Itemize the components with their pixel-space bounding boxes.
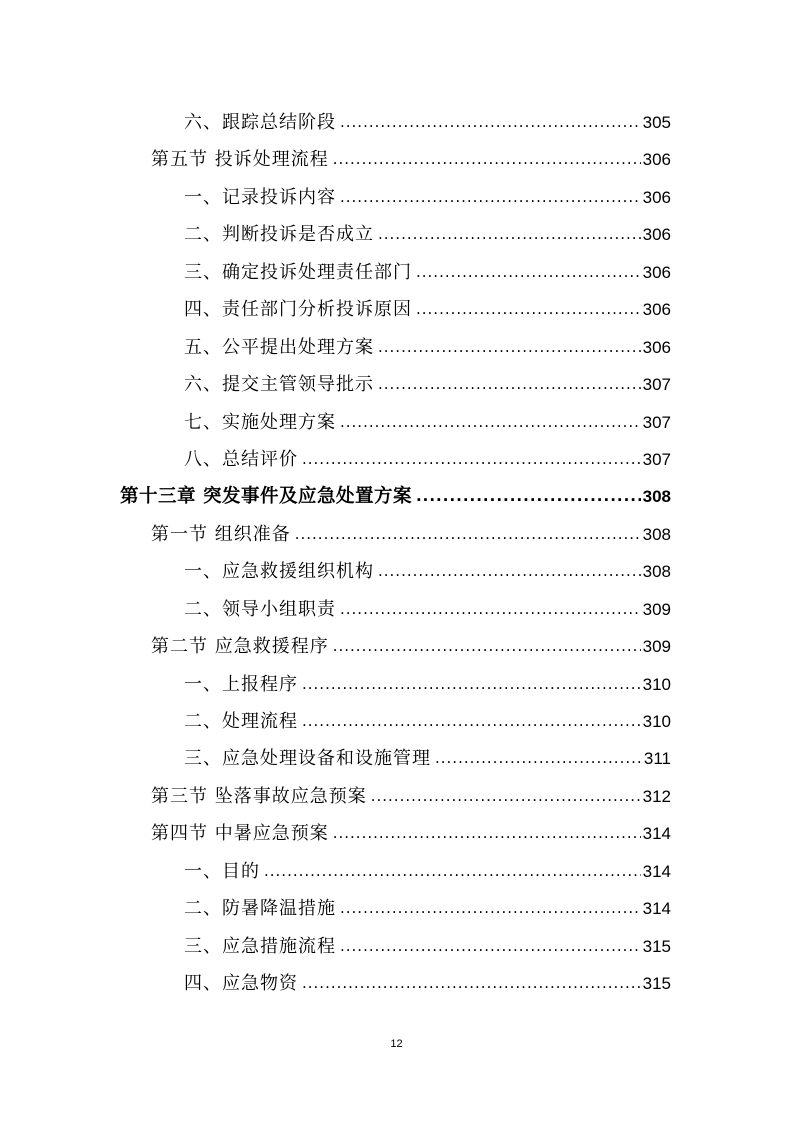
toc-dot-leader	[340, 104, 641, 141]
toc-entry-title: 三、应急措施流程	[184, 935, 336, 957]
toc-subsection-entry[interactable]	[0, 928, 671, 965]
toc-dot-leader	[340, 179, 641, 216]
toc-entry-page-number: 306	[642, 150, 671, 170]
toc-entry-title: 五、公平提出处理方案	[184, 336, 374, 358]
toc-entry-title: 第一节 组织准备	[151, 523, 291, 545]
toc-dot-leader	[340, 928, 641, 965]
toc-dot-leader	[340, 404, 641, 441]
toc-dot-leader	[302, 703, 641, 740]
toc-entry-title: 六、提交主管领导批示	[184, 374, 374, 396]
toc-entry-page-number: 308	[642, 487, 671, 507]
toc-dot-leader	[435, 740, 642, 777]
toc-section-entry[interactable]	[0, 516, 671, 553]
page-number: 12	[390, 1038, 403, 1050]
toc-dot-leader	[295, 516, 641, 553]
toc-entry-page-number: 306	[642, 225, 671, 245]
toc-entry-page-number: 306	[642, 262, 671, 282]
toc-subsection-entry[interactable]	[0, 366, 671, 403]
toc-subsection-entry[interactable]	[0, 553, 671, 590]
toc-entry-page-number: 314	[642, 861, 671, 881]
toc-subsection-entry[interactable]	[0, 740, 671, 777]
toc-entry-page-number: 309	[642, 599, 671, 619]
toc-entry-page-number: 308	[642, 524, 671, 544]
toc-entry-title: 六、跟踪总结阶段	[184, 112, 336, 133]
toc-entry-title: 一、应急救援组织机构	[184, 561, 374, 583]
toc-dot-leader	[340, 890, 641, 927]
toc-entry-title: 第三节 坠落事故应急预案	[151, 785, 367, 807]
toc-dot-leader	[378, 329, 641, 366]
toc-dot-leader	[416, 478, 641, 515]
table-of-contents	[0, 104, 793, 1003]
toc-dot-leader	[340, 591, 641, 628]
toc-subsection-entry[interactable]	[0, 404, 671, 441]
toc-subsection-entry[interactable]	[0, 666, 671, 703]
toc-entry-page-number: 312	[642, 786, 671, 806]
toc-entry-page-number: 307	[642, 449, 671, 469]
toc-entry-page-number: 305	[642, 113, 671, 132]
toc-subsection-entry[interactable]	[0, 216, 671, 253]
toc-entry-page-number: 310	[642, 712, 671, 731]
toc-entry-page-number: 306	[642, 337, 671, 357]
toc-dot-leader	[333, 141, 641, 178]
toc-dot-leader	[333, 628, 641, 665]
toc-entry-page-number: 306	[642, 187, 671, 207]
toc-entry-title: 二、防暑降温措施	[184, 898, 336, 920]
toc-subsection-entry[interactable]	[0, 591, 671, 628]
toc-dot-leader	[416, 254, 641, 291]
toc-entry-title: 二、领导小组职责	[184, 598, 336, 620]
toc-subsection-entry[interactable]	[0, 853, 671, 890]
toc-entry-title: 第十三章 突发事件及应急处置方案	[120, 486, 412, 508]
toc-dot-leader	[378, 366, 641, 403]
toc-subsection-entry[interactable]	[0, 104, 671, 141]
toc-dot-leader	[333, 815, 641, 852]
toc-entry-title: 第二节 应急救援程序	[151, 636, 329, 658]
toc-entry-title: 七、实施处理方案	[184, 411, 336, 433]
toc-dot-leader	[371, 778, 641, 815]
toc-subsection-entry[interactable]	[0, 179, 671, 216]
toc-section-entry[interactable]	[0, 778, 671, 815]
toc-entry-title: 三、应急处理设备和设施管理	[184, 748, 431, 770]
toc-entry-title: 一、上报程序	[184, 673, 298, 695]
toc-entry-page-number: 314	[642, 824, 671, 844]
toc-entry-title: 二、处理流程	[184, 711, 298, 732]
toc-dot-leader	[302, 441, 641, 478]
toc-entry-title: 第五节 投诉处理流程	[151, 149, 329, 171]
toc-subsection-entry[interactable]	[0, 890, 671, 927]
toc-entry-title: 三、确定投诉处理责任部门	[184, 261, 412, 283]
toc-entry-title: 第四节 中暑应急预案	[151, 823, 329, 845]
toc-entry-title: 二、判断投诉是否成立	[184, 224, 374, 246]
toc-entry-title: 八、总结评价	[184, 448, 298, 470]
toc-subsection-entry[interactable]	[0, 965, 671, 1002]
toc-entry-page-number: 307	[642, 375, 671, 395]
toc-section-entry[interactable]	[0, 628, 671, 665]
toc-entry-page-number: 315	[642, 936, 671, 956]
toc-entry-page-number: 314	[642, 899, 671, 919]
toc-entry-page-number: 311	[643, 749, 671, 769]
toc-entry-page-number: 309	[642, 637, 671, 657]
toc-subsection-entry[interactable]	[0, 703, 671, 740]
toc-section-entry[interactable]	[0, 815, 671, 852]
toc-entry-page-number: 315	[642, 974, 671, 994]
toc-dot-leader	[302, 666, 641, 703]
toc-entry-page-number: 308	[642, 562, 671, 582]
toc-subsection-entry[interactable]	[0, 329, 671, 366]
toc-entry-title: 一、目的	[184, 860, 260, 882]
toc-entry-page-number: 310	[642, 674, 671, 694]
toc-dot-leader	[378, 216, 641, 253]
toc-entry-page-number: 306	[642, 300, 671, 320]
toc-entry-title: 四、责任部门分析投诉原因	[184, 299, 412, 321]
toc-entry-title: 一、记录投诉内容	[184, 186, 336, 208]
toc-dot-leader	[416, 291, 641, 328]
toc-subsection-entry[interactable]	[0, 441, 671, 478]
toc-dot-leader	[378, 553, 641, 590]
toc-dot-leader	[302, 965, 641, 1002]
toc-subsection-entry[interactable]	[0, 291, 671, 328]
toc-section-entry[interactable]	[0, 141, 671, 178]
toc-dot-leader	[264, 853, 641, 890]
toc-chapter-entry[interactable]	[0, 478, 671, 515]
toc-entry-page-number: 307	[642, 412, 671, 432]
toc-entry-title: 四、应急物资	[184, 973, 298, 995]
toc-subsection-entry[interactable]	[0, 254, 671, 291]
